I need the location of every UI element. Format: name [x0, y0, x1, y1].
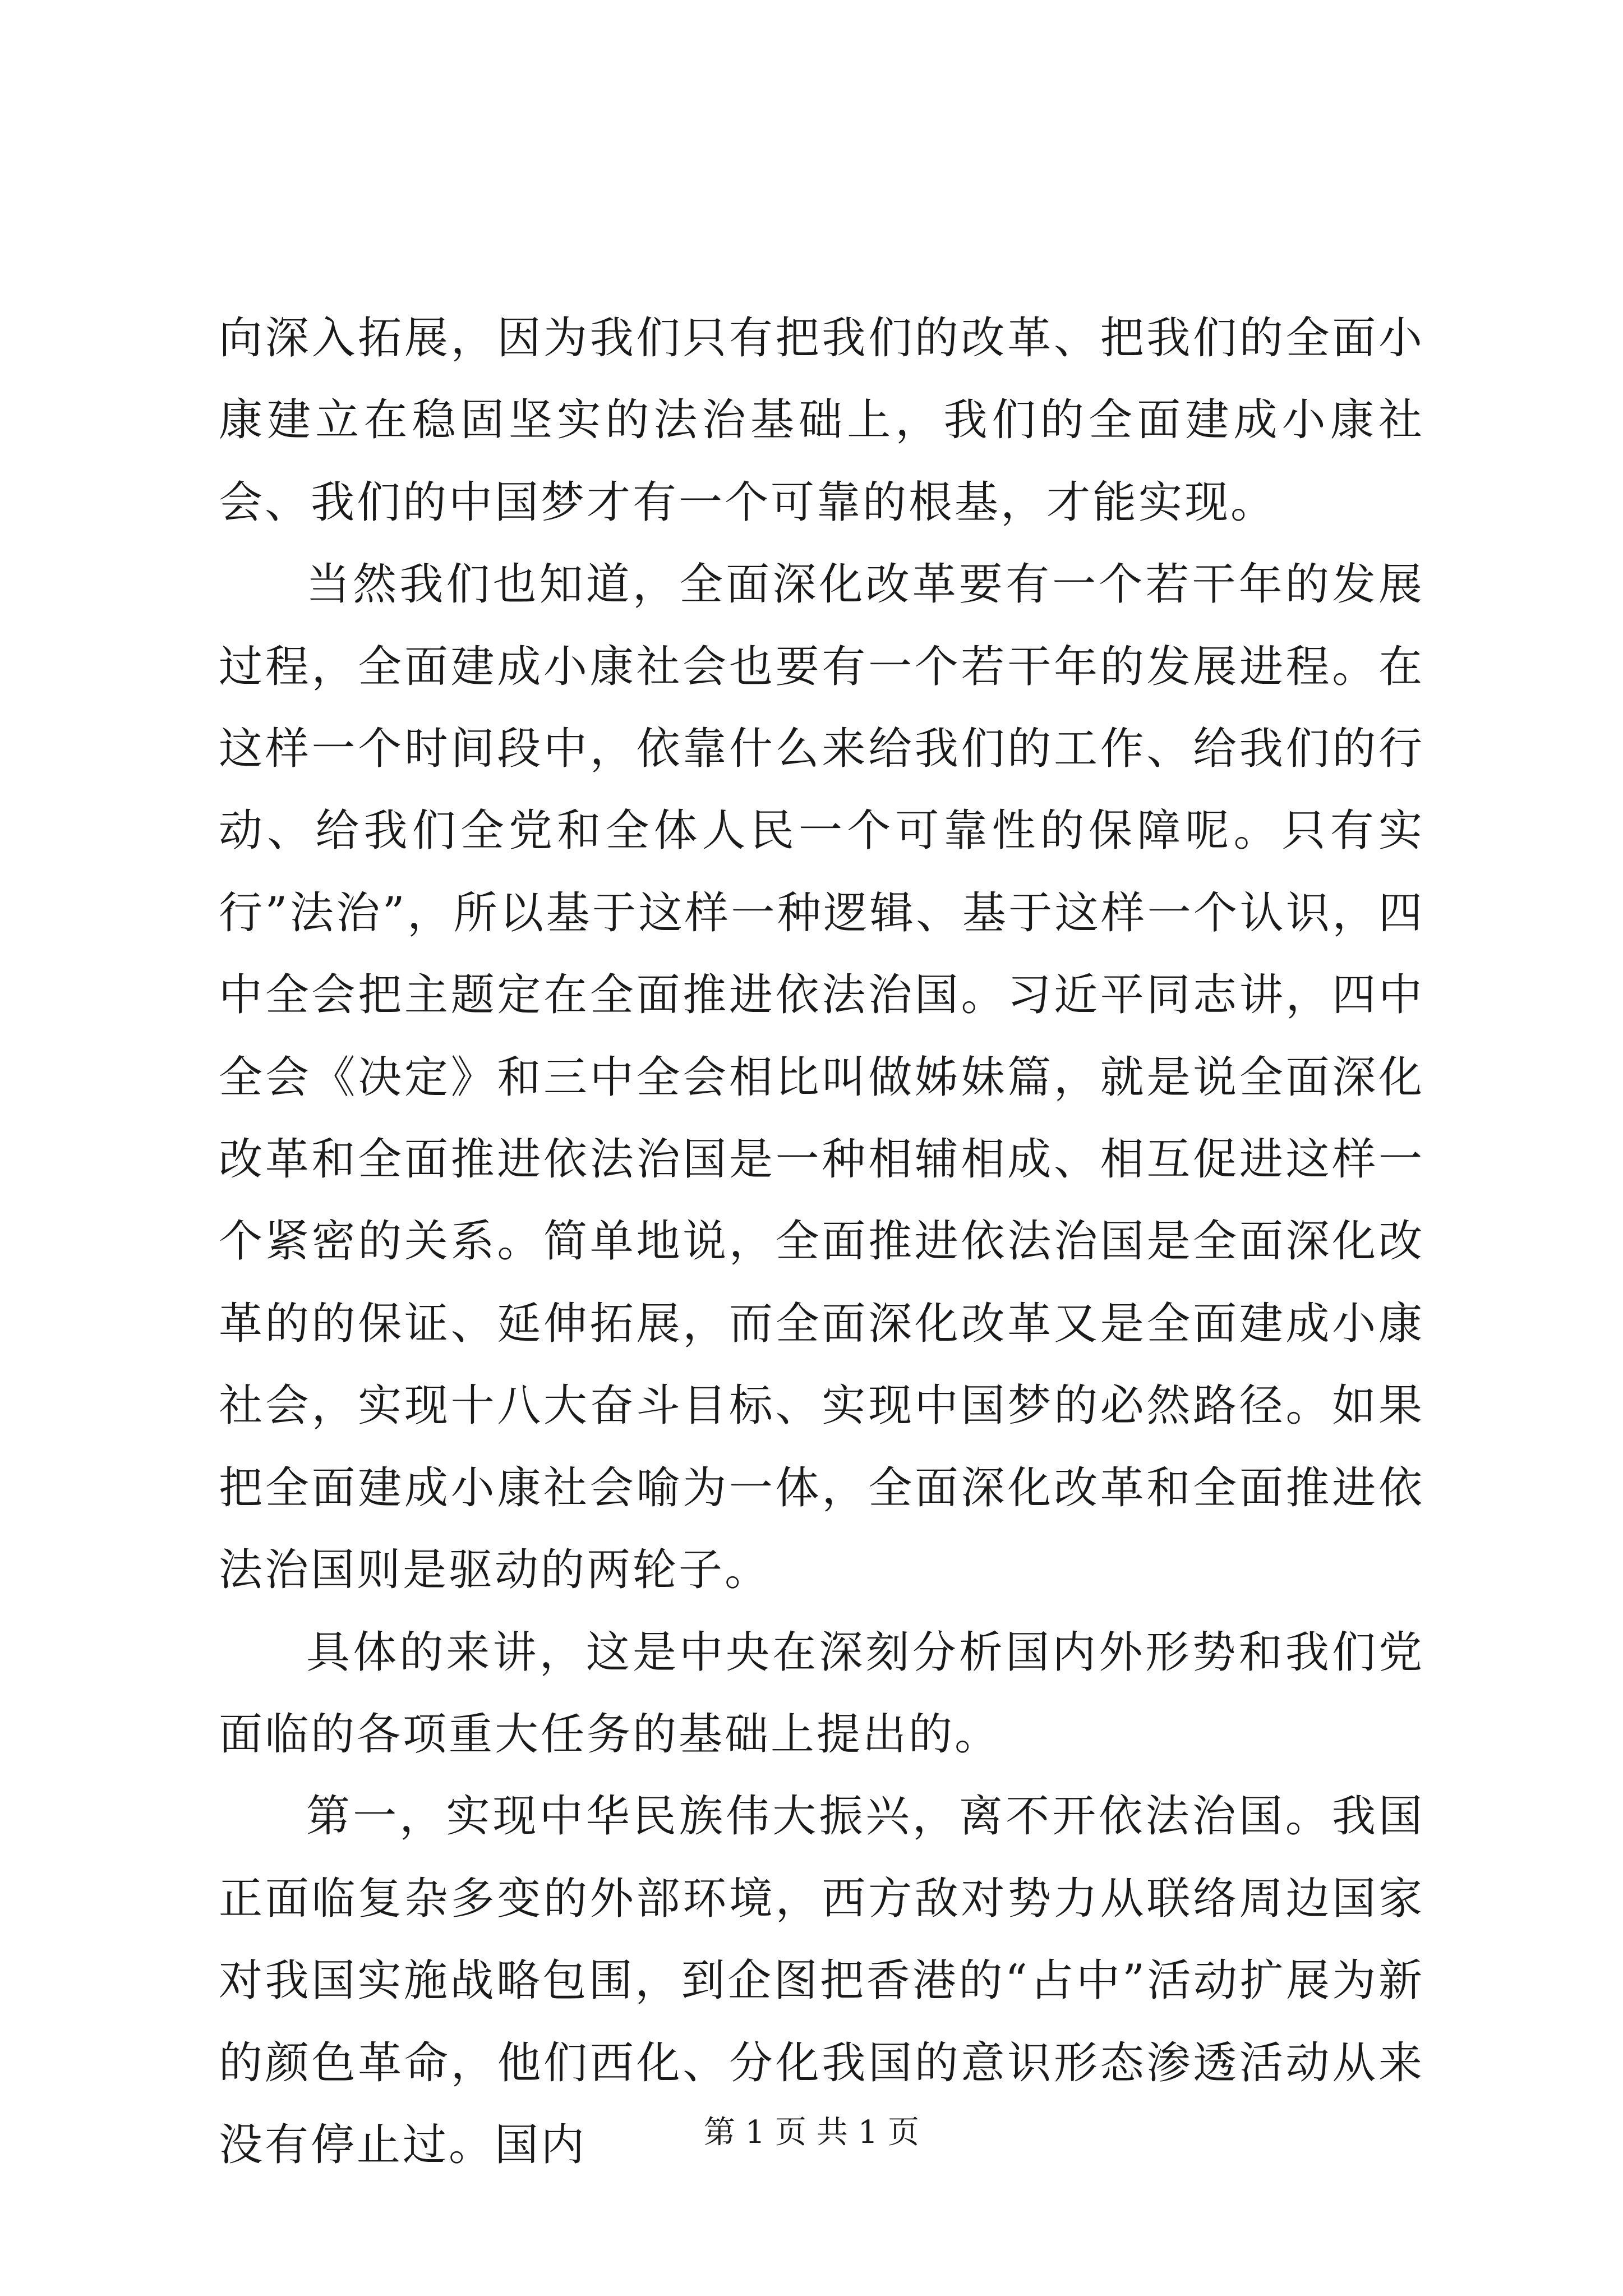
text-line: 第一，实现中华民族伟大振兴，离不开依法治国。我国正面 [219, 1791, 1424, 1924]
text-line: 这样一种逻辑、基于这样一个认识，四中全会把主题定在全面推 [219, 887, 1424, 1021]
document-body [219, 297, 1424, 2186]
paragraph [219, 544, 1424, 1611]
text-line: 施战略包围，到企图把香港的“占中”活动扩展为新的颜色革命， [219, 1955, 1424, 2088]
page-footer: 第 1 页 共 1 页 [703, 2114, 920, 2151]
text-line: 中国梦才有一个可靠的根基，才能实现。 [449, 477, 1277, 528]
text-line: 当然我们也知道，全面深化改革要有一个若干年的发展过程， [219, 559, 1424, 692]
text-line: 法治国是全面深化改革的的保证、延伸拓展，而全面深化改革又 [219, 1216, 1424, 1349]
text-line: 立在稳固坚实的法治基础上，我们的全面建成小康社会、我们的 [219, 395, 1424, 528]
text-line: 全面建成小康社会也要有一个若干年的发展进程。在这样一个时 [219, 641, 1424, 775]
text-line: 叫做姊妹篇，就是说全面深化改革和全面推进依法治国是一种相 [219, 1052, 1424, 1185]
text-line: 具体的来讲，这是中央在深刻分析国内外形势和我们党面临 [219, 1627, 1424, 1760]
paragraph [219, 297, 1424, 544]
paragraph [219, 1612, 1424, 1776]
text-line: 临复杂多变的外部环境，西方敌对势力从联络周边国家对我国实 [219, 1873, 1424, 2007]
text-line: 是全面建成小康社会，实现十八大奋斗目标、实现中国梦的必然 [219, 1298, 1424, 1432]
text-line: 间段中，依靠什么来给我们的工作、给我们的行动、给我们全党 [219, 724, 1424, 857]
text-line: 进依法治国。习近平同志讲，四中全会《决定》和三中全会相比 [219, 970, 1424, 1103]
text-line: 和全体人民一个可靠性的保障呢。只有实行”法治”，所以基于 [219, 806, 1424, 938]
text-line: 路径。如果把全面建成小康社会喻为一体，全面深化改革和全面 [219, 1381, 1424, 1513]
text-line: 他们西化、分化我国的意识形态渗透活动从来没有停止过。国内 [219, 2037, 1424, 2170]
text-line: 推进依法治国则是驱动的两轮子。 [219, 1462, 1424, 1596]
text-line: 辅相成、相互促进这样一个紧密的关系。简单地说，全面推进依 [219, 1134, 1424, 1267]
text-line: 向深入拓展，因为我们只有把我们的改革、把我们的全面小康建 [219, 313, 1424, 446]
text-line: 的各项重大任务的基础上提出的。 [311, 1709, 1001, 1760]
